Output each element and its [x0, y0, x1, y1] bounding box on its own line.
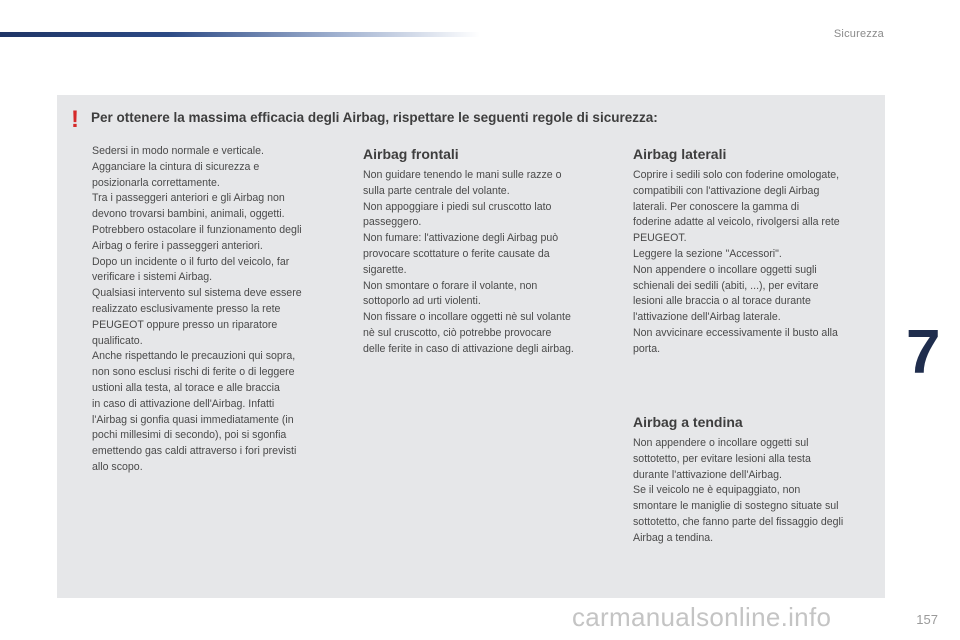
page-number: 157: [916, 612, 938, 627]
airbag-tendina-body: Non appendere o incollare oggetti sul sottotetto, per evitare lesioni alla testa durante l'attivazione dell'Airbag. Se il veicolo ne è equipaggiato, non smontare le maniglie di sostegno situate sul sottotetto, che fanno parte del fissaggio degli Airbag a tendina.: [633, 437, 844, 544]
airbag-laterali-body: Coprire i sedili solo con foderine omologate, compatibili con l'attivazione degli Airbag laterali. Per conoscere la gamma di foderine adatte al veicolo, rivolgersi alla rete PEUGEOT. Leggere la sezione "Accessori". Non appendere o incollare oggetti sugli schienali dei sedili (abiti, ...), per evitare lesioni alle braccia o al torace durante l'attivazione dell'Airbag laterale. Non avvicinare eccessivamente il busto alla porta.: [633, 169, 840, 355]
airbag-frontali-body: Non guidare tenendo le mani sulle razze o sulla parte centrale del volante. Non appoggiare i piedi sul cruscotto lato passeggero. Non fumare: l'attivazione degli Airbag può provocare scottature o ferite causate da sigarette. Non smontare o forare il volante, non sottoporlo ad urti violenti. Non fissare o incollare oggetti nè sul volante nè sul cruscotto, ciò potrebbe provocare delle ferite in caso di attivazione degli airbag.: [363, 169, 574, 355]
header-accent-bar: [0, 32, 480, 37]
airbag-frontali-title: Airbag frontali: [363, 146, 459, 162]
exclamation-icon: !: [71, 106, 79, 133]
section-title: Sicurezza: [833, 28, 884, 40]
warning-heading: Per ottenere la massima efficacia degli Airbag, rispettare le seguenti regole di sicurezza:: [91, 110, 658, 125]
watermark-text: carmanualsonline.info: [572, 602, 832, 632]
airbag-tendina-title: Airbag a tendina: [633, 414, 743, 430]
airbag-laterali-title: Airbag laterali: [633, 146, 727, 162]
chapter-number: 7: [906, 318, 941, 387]
warning-body: Sedersi in modo normale e verticale. Agganciare la cintura di sicurezza e posizionarla correttamente. Tra i passeggeri anteriori e gli Airbag non devono trovarsi bambini, animali, oggetti. Potrebbero ostacolare il funzionamento degli Airbag o ferire i passeggeri anteriori. Dopo un incidente o il furto del veicolo, far verificare i sistemi Airbag. Qualsiasi intervento sul sistema deve essere realizzato esclusivamente presso la rete PEUGEOT oppure presso un riparatore qualificato. Anche rispettando le precauzioni qui sopra, non sono esclusi rischi di ferite o di leggere ustioni alla testa, al torace e alle braccia in caso di attivazione dell'Airbag. Infatti l'Airbag si gonfia quasi immediatamente (in pochi millesimi di secondo), poi si sgonfia emettendo gas caldi attraverso i fori previsti allo scopo.: [92, 145, 302, 473]
